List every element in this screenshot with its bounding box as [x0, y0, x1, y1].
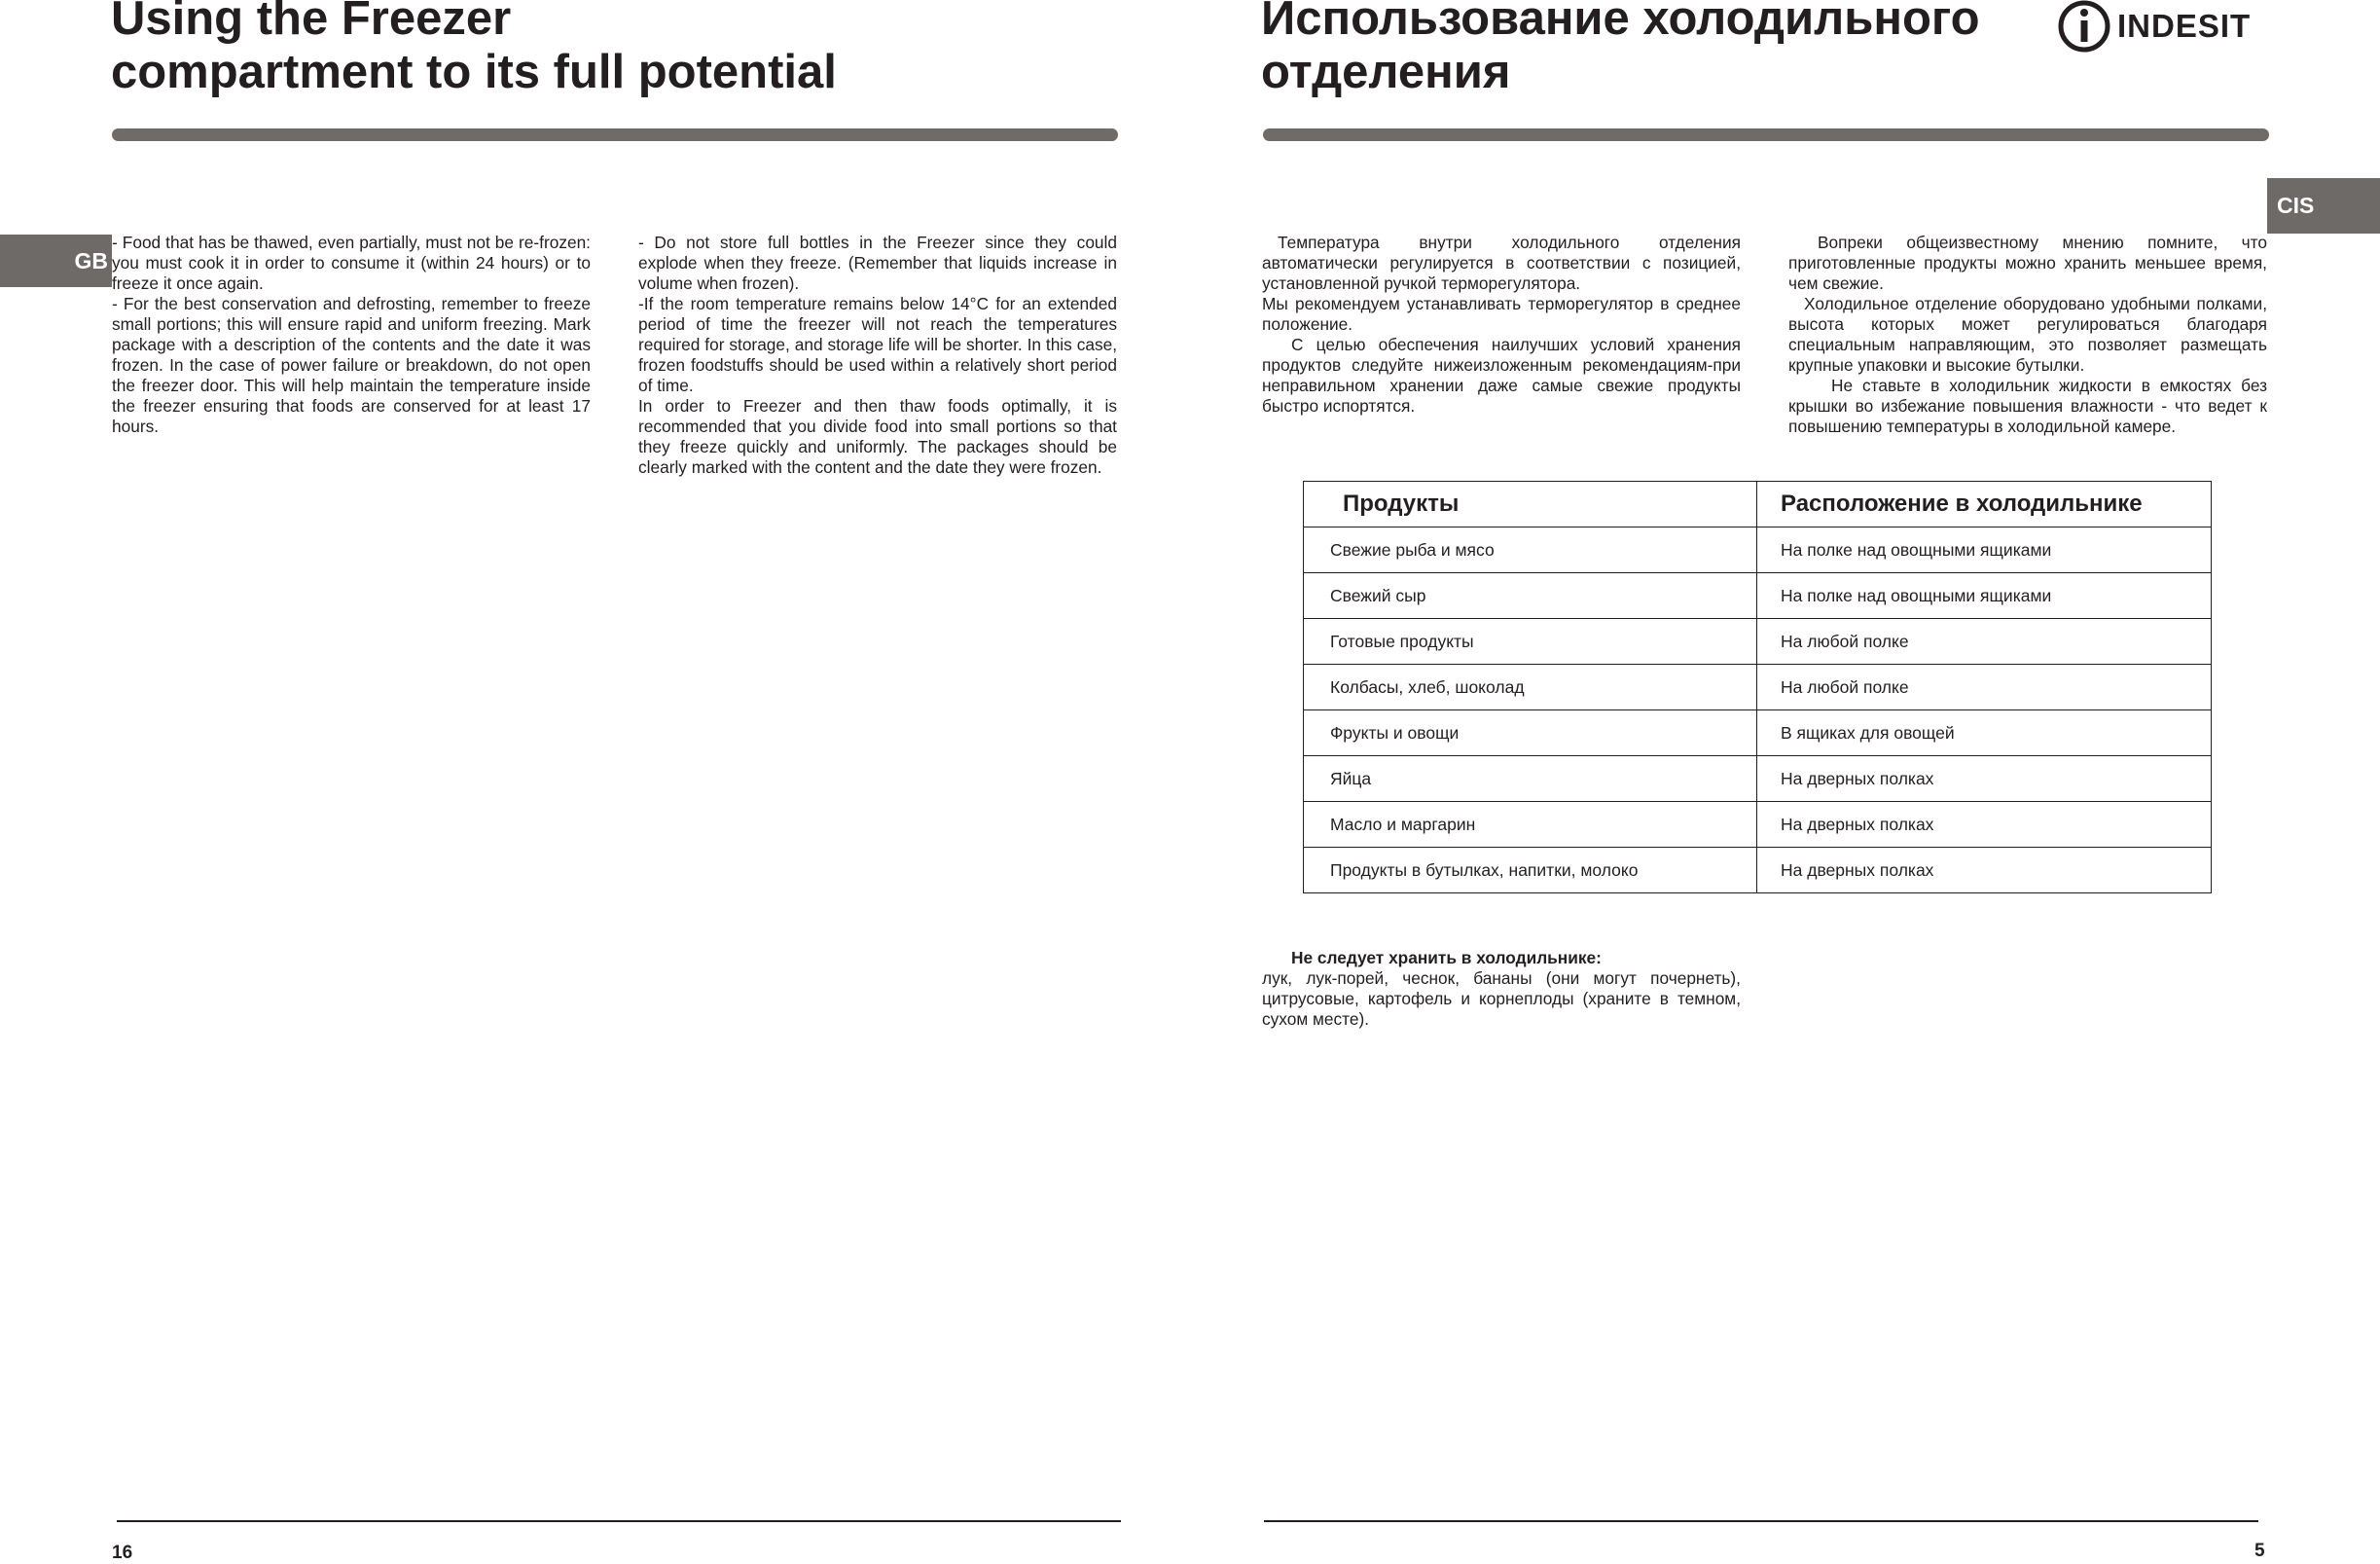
- indesit-logo-icon: [2057, 0, 2111, 54]
- table-cell-location: На дверных полках: [1757, 756, 2212, 802]
- left-page-title: Using the Freezer compartment to its full potential: [111, 0, 837, 98]
- paragraph: In order to Freezer and then thaw foods optimally, it is recommended that you divide food into small portions so that they freeze quickly and uniformly. The packages should be clearly marked with the content and the date they were frozen.: [638, 396, 1117, 477]
- table-cell-product: Свежие рыба и мясо: [1304, 527, 1757, 573]
- paragraph: Холодильное отделение оборудовано удобными полками, высота которых может регулироваться благодаря специальным направляющим, это позволяет размещать крупные упаковки и высокие бутылки.: [1788, 294, 2267, 375]
- paragraph: Температура внутри холодильного отделения автоматически регулируется в соответствии с позицией, установленной ручкой терморегулятора.: [1262, 233, 1741, 293]
- indesit-logo: [2057, 2, 2251, 51]
- storage-table-header-row: [1304, 482, 2212, 527]
- right-column-2: [1788, 233, 2267, 437]
- table-cell-location: В ящиках для овощей: [1757, 710, 2212, 756]
- left-title-rule: [112, 128, 1118, 141]
- table-cell-product: Яйца: [1304, 756, 1757, 802]
- right-column-1: [1262, 233, 1741, 417]
- right-page-title: Использование холодильного отделения: [1261, 0, 1980, 98]
- right-page-number: 5: [2254, 1541, 2265, 1561]
- table-row: [1304, 756, 2212, 802]
- storage-table: [1303, 481, 2212, 893]
- table-row: [1304, 573, 2212, 619]
- table-cell-location: На полке над овощными ящиками: [1757, 573, 2212, 619]
- paragraph: - Do not store full bottles in the Freezer since they could explode when they freeze. (Remember that liquids increase in volume when frozen).: [638, 233, 1117, 293]
- paragraph: Вопреки общеизвестному мнению помните, что приготовленные продукты можно хранить меньшее время, чем свежие.: [1788, 233, 2267, 293]
- left-page-number: 16: [112, 1543, 133, 1563]
- table-cell-location: На дверных полках: [1757, 802, 2212, 848]
- language-tab-cis-label: CIS: [2277, 193, 2315, 218]
- storage-table-header-location: Расположение в холодильнике: [1757, 482, 2212, 527]
- language-tab-cis: [2267, 178, 2380, 234]
- paragraph: - For the best conservation and defrosting, remember to freeze small portions; this will ensure rapid and uniform freezing. Mark package with a description of the contents and the date it was frozen. In the case of power failure or breakdown, do not open the freezer door. This will help maintain the temperature inside the freezer ensuring that foods are conserved for at least 17 hours.: [112, 294, 591, 436]
- paragraph: Мы рекомендуем устанавливать терморегулятор в среднее положение.: [1262, 294, 1741, 334]
- table-cell-location: На любой полке: [1757, 665, 2212, 710]
- left-footer-rule: [117, 1520, 1121, 1522]
- right-footer-rule: [1264, 1520, 2258, 1522]
- left-column-1: [112, 233, 591, 437]
- language-tab-gb: [0, 235, 112, 287]
- not-store-text: лук, лук-порей, чеснок, бананы (они могут почернеть), цитрусовые, картофель и корнеплоды (храните в темном, сухом месте).: [1262, 968, 1741, 1029]
- paragraph: -If the room temperature remains below 14°C for an extended period of time the freezer will not reach the temperatures required for storage, and storage life will be shorter. In this case, frozen foodstuffs should be used within a relatively short period of time.: [638, 294, 1117, 395]
- table-row: [1304, 619, 2212, 665]
- table-cell-location: На дверных полках: [1757, 848, 2212, 893]
- not-store-section: [1262, 948, 1741, 1030]
- table-cell-product: Продукты в бутылках, напитки, молоко: [1304, 848, 1757, 893]
- right-title-rule: [1263, 128, 2269, 141]
- table-row: [1304, 527, 2212, 573]
- language-tab-gb-label: GB: [74, 247, 108, 273]
- paragraph: Не ставьте в холодильник жидкости в емкостях без крышки во избежание повышения влажности - что ведет к повышению температуры в холодильной камере.: [1788, 376, 2267, 436]
- paragraph: С целью обеспечения наилучших условий хранения продуктов следуйте нижеизложенным рекомендациям-при неправильном хранении даже самые свежие продукты быстро испортятся.: [1262, 335, 1741, 416]
- paragraph: - Food that has be thawed, even partially, must not be re-frozen: you must cook it in order to consume it (within 24 hours) or to freeze it once again.: [112, 233, 591, 293]
- not-store-heading: Не следует хранить в холодильнике:: [1291, 948, 1602, 967]
- table-cell-product: Колбасы, хлеб, шоколад: [1304, 665, 1757, 710]
- indesit-logo-text: INDESIT: [2117, 8, 2252, 44]
- table-row: [1304, 665, 2212, 710]
- left-column-2: [638, 233, 1117, 478]
- table-row: [1304, 802, 2212, 848]
- table-cell-product: Фрукты и овощи: [1304, 710, 1757, 756]
- table-row: [1304, 710, 2212, 756]
- table-cell-product: Свежий сыр: [1304, 573, 1757, 619]
- table-cell-product: Готовые продукты: [1304, 619, 1757, 665]
- table-cell-location: На полке над овощными ящиками: [1757, 527, 2212, 573]
- storage-table-header-products: Продукты: [1304, 482, 1757, 527]
- table-cell-location: На любой полке: [1757, 619, 2212, 665]
- table-row: [1304, 848, 2212, 893]
- table-cell-product: Масло и маргарин: [1304, 802, 1757, 848]
